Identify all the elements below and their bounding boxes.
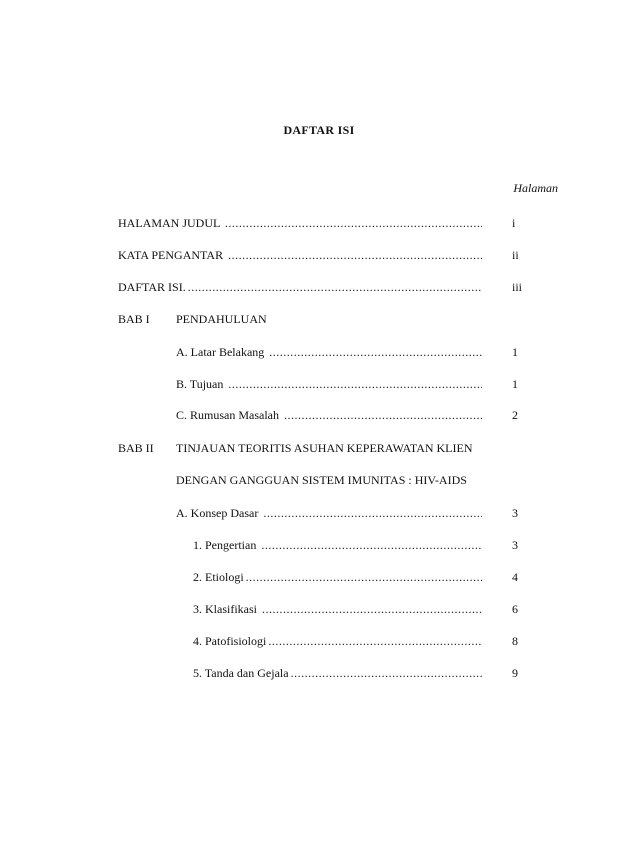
toc-entry-page: 1 bbox=[512, 345, 518, 359]
toc-entry-page: 6 bbox=[512, 602, 518, 616]
toc-entry-klasifikasi bbox=[0, 600, 638, 618]
toc-entry-page: 2 bbox=[512, 408, 518, 422]
page-column-header: Halaman bbox=[513, 181, 558, 195]
toc-entry-label: A. Latar Belakang bbox=[176, 345, 268, 359]
toc-entry-label: 5. Tanda dan Gejala bbox=[193, 666, 289, 680]
chapter-code: BAB II bbox=[118, 441, 154, 455]
toc-entry-page: iii bbox=[512, 280, 523, 294]
page-title: DAFTAR ISI bbox=[283, 123, 355, 137]
toc-entry-label: B. Tujuan bbox=[176, 377, 227, 391]
toc-entry-page: i bbox=[512, 216, 516, 230]
toc-entry-etiologi bbox=[0, 568, 638, 586]
chapter-title-line-1: TINJAUAN TEORITIS ASUHAN KEPERAWATAN KLIEN bbox=[176, 441, 473, 455]
toc-entry-label: KATA PENGANTAR bbox=[118, 248, 227, 262]
toc-entry-label: 3. Klasifikasi bbox=[193, 602, 260, 616]
toc-entry-tanda-dan-gejala bbox=[0, 664, 638, 682]
toc-entry-halaman-judul bbox=[0, 214, 638, 232]
toc-entry-tujuan bbox=[0, 375, 638, 393]
toc-entry-page: 4 bbox=[512, 570, 518, 584]
toc-chapter-bab-2 bbox=[0, 439, 638, 457]
chapter-title: PENDAHULUAN bbox=[176, 312, 267, 326]
toc-entry-label: 1. Pengertian bbox=[193, 538, 260, 552]
toc-chapter-bab-2-continued bbox=[0, 471, 638, 489]
toc-entry-label: DAFTAR ISI. bbox=[118, 280, 186, 294]
toc-entry-page: 1 bbox=[512, 377, 518, 391]
chapter-title-line-2: DENGAN GANGGUAN SISTEM IMUNITAS : HIV-AIDS bbox=[176, 473, 467, 487]
toc-entry-patofisiologi bbox=[0, 632, 638, 650]
toc-entry-konsep-dasar bbox=[0, 504, 638, 522]
toc-entry-pengertian bbox=[0, 536, 638, 554]
toc-entry-latar-belakang bbox=[0, 343, 638, 361]
toc-entry-kata-pengantar bbox=[0, 246, 638, 264]
toc-entry-label: A. Konsep Dasar bbox=[176, 506, 262, 520]
toc-chapter-bab-1 bbox=[0, 310, 638, 328]
chapter-code: BAB I bbox=[118, 312, 150, 326]
toc-entry-label: HALAMAN JUDUL bbox=[118, 216, 223, 230]
toc-entry-page: 9 bbox=[512, 666, 518, 680]
toc-entry-page: 8 bbox=[512, 634, 518, 648]
toc-entry-rumusan-masalah bbox=[0, 406, 638, 424]
toc-entry-label: 4. Patofisiologi bbox=[193, 634, 267, 648]
toc-entry-page: 3 bbox=[512, 538, 518, 552]
toc-entry-page: 3 bbox=[512, 506, 518, 520]
toc-entry-label: 2. Etiologi bbox=[193, 570, 244, 584]
toc-entry-daftar-isi bbox=[0, 278, 638, 296]
toc-entry-label: C. Rumusan Masalah bbox=[176, 408, 282, 422]
toc-entry-page: ii bbox=[512, 248, 519, 262]
